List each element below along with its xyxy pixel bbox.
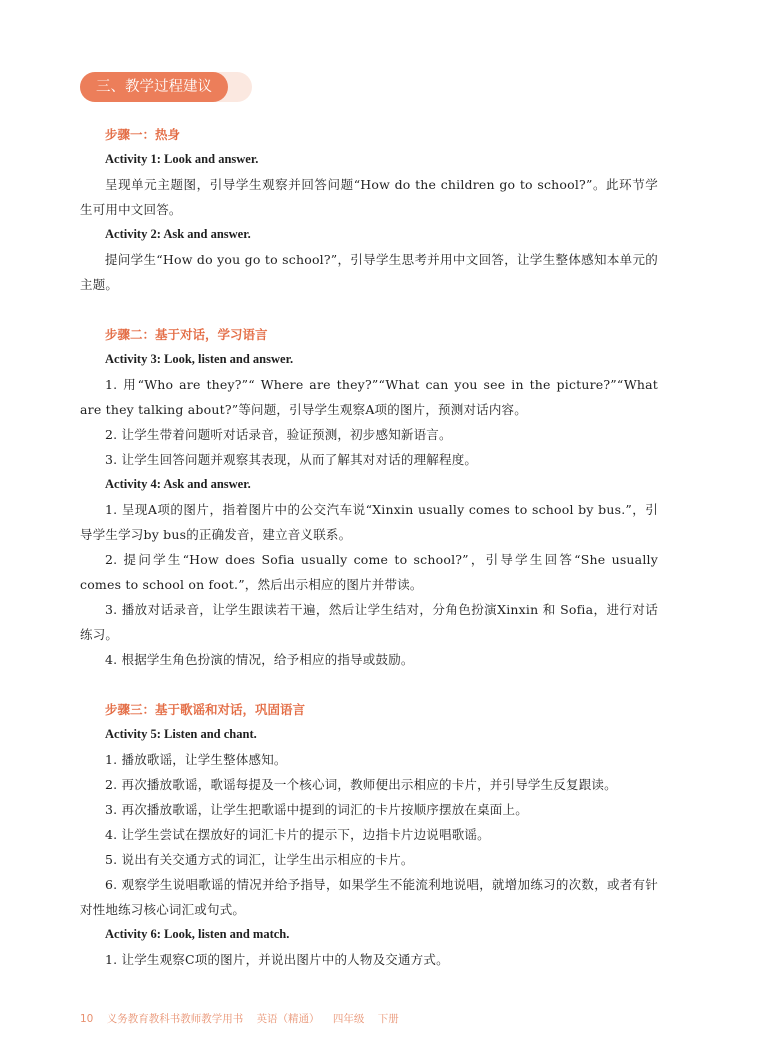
activity-paragraph: 1. 呈现A项的图片，指着图片中的公交汽车说“Xinxin usually comes to school by bus.”，引导学生学习by bus的正确发音，建立音义联系。 [80, 502, 658, 542]
activity-paragraph: 6. 观察学生说唱歌谣的情况并给予指导，如果学生不能流利地说唱，就增加练习的次数，或者有针对性地练习核心词汇或句式。 [80, 877, 658, 917]
activity-title: Activity 6: Look, listen and match. [105, 927, 290, 941]
activity-paragraph: 2. 提问学生“How does Sofia usually come to school?”，引导学生回答“She usually comes to school on foot.”，然后出示相应的图片并带读。 [80, 552, 658, 592]
page-content [80, 118, 658, 972]
activity-paragraph: 提问学生“How do you go to school?”，引导学生思考并用中文回答，让学生整体感知本单元的主题。 [80, 252, 658, 292]
activity-paragraph: 2. 再次播放歌谣，歌谣每提及一个核心词，教师便出示相应的卡片，并引导学生反复跟读。 [105, 777, 617, 792]
step-heading: 步骤二：基于对话，学习语言 [105, 327, 268, 342]
activity-paragraph: 3. 播放对话录音，让学生跟读若干遍，然后让学生结对，分角色扮演Xinxin 和 Sofia，进行对话练习。 [80, 602, 658, 642]
activity-title: Activity 2: Ask and answer. [105, 227, 251, 241]
activity-title: Activity 5: Listen and chant. [105, 727, 257, 741]
activity-title: Activity 3: Look, listen and answer. [105, 352, 294, 366]
activity-paragraph: 1. 让学生观察C项的图片，并说出图片中的人物及交通方式。 [105, 952, 449, 967]
book-title: 义务教育教科书教师教学用书 [106, 1013, 244, 1025]
volume-label: 下册 [377, 1013, 399, 1025]
page-number: 10 [80, 1013, 94, 1025]
page-footer [80, 1011, 409, 1026]
activity-paragraph: 1. 播放歌谣，让学生整体感知。 [105, 752, 287, 767]
activity-paragraph: 呈现单元主题图，引导学生观察并回答问题“How do the children go to school?”。此环节学生可用中文回答。 [80, 177, 658, 217]
activity-paragraph: 5. 说出有关交通方式的词汇，让学生出示相应的卡片。 [105, 852, 414, 867]
activity-paragraph: 4. 根据学生角色扮演的情况，给予相应的指导或鼓励。 [105, 652, 414, 667]
section-header: 三、教学过程建议 [80, 72, 228, 102]
activity-paragraph: 3. 再次播放歌谣，让学生把歌谣中提到的词汇的卡片按顺序摆放在桌面上。 [105, 802, 528, 817]
subject-label: 英语（精通） [256, 1013, 320, 1025]
activity-title: Activity 1: Look and answer. [105, 152, 259, 166]
activity-paragraph: 3. 让学生回答问题并观察其表现，从而了解其对对话的理解程度。 [105, 452, 478, 467]
step-heading: 步骤一：热身 [105, 127, 181, 142]
step-heading: 步骤三：基于歌谣和对话，巩固语言 [105, 702, 306, 717]
grade-label: 四年级 [332, 1013, 365, 1025]
activity-paragraph: 1. 用“Who are they?”“ Where are they?”“What can you see in the picture?”“What are they talking about?”等问题，引导学生观察A项的图片，预测对话内容。 [80, 377, 658, 417]
activity-paragraph: 4. 让学生尝试在摆放好的词汇卡片的提示下，边指卡片边说唱歌谣。 [105, 827, 490, 842]
activity-paragraph: 2. 让学生带着问题听对话录音，验证预测，初步感知新语言。 [105, 427, 452, 442]
activity-title: Activity 4: Ask and answer. [105, 477, 251, 491]
